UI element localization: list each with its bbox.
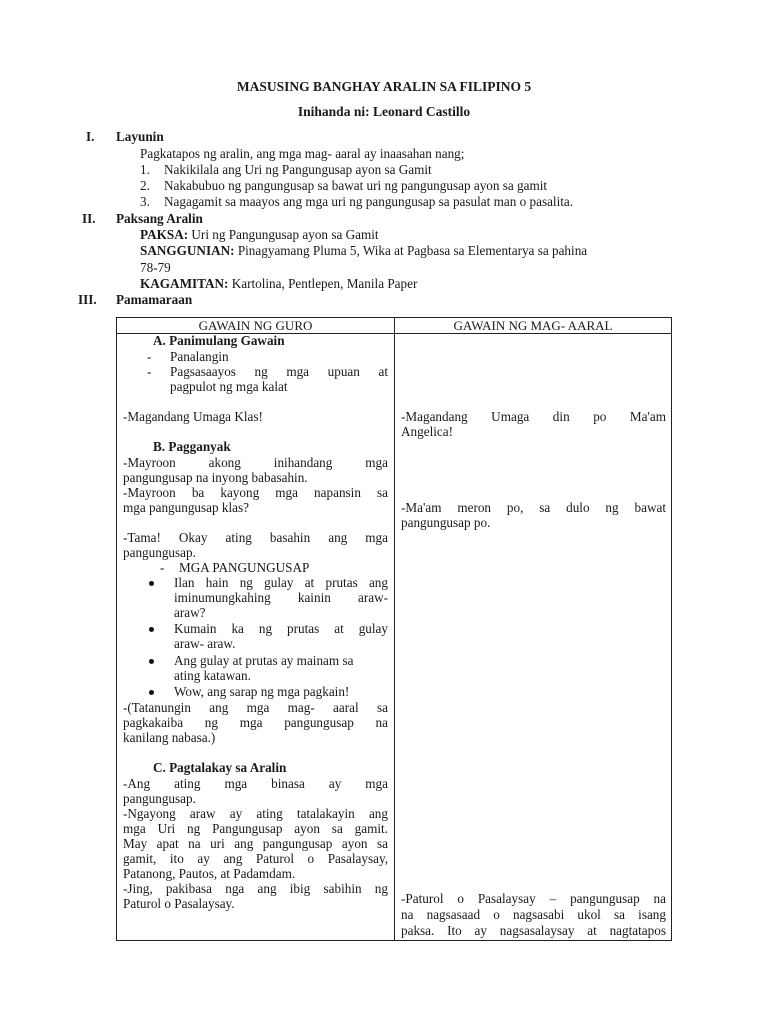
c-line: May apat na uri ang pangungusap ayon sa xyxy=(123,836,388,851)
tama-line: pangungusap. xyxy=(123,545,196,560)
student-answer-cont: pangungusap po. xyxy=(401,515,491,530)
sentence-item: Kumain ka ng prutas at gulay xyxy=(174,621,388,636)
table-column-divider xyxy=(394,317,395,941)
author-line: Inihanda ni: Leonard Castillo xyxy=(297,104,471,119)
student-greeting-cont: Angelica! xyxy=(401,424,453,439)
objective-number: 3. xyxy=(140,194,150,209)
bullet-dot xyxy=(149,659,154,664)
section-a-heading: A. Panimulang Gawain xyxy=(153,333,285,348)
student-answer: -Ma'am meron po, sa dulo ng bawat xyxy=(401,500,666,515)
sentence-item-cont: iminumungkahing kainin araw- xyxy=(174,590,388,605)
c-line: Patanong, Pautos, at Padamdam. xyxy=(123,866,296,881)
bullet-dot xyxy=(149,690,154,695)
section-b-heading: B. Pagganyak xyxy=(153,439,231,454)
sanggunian-pages: 78-79 xyxy=(140,260,171,275)
c-line: -Ngayong araw ay ating tatalakayin ang xyxy=(123,806,388,821)
bullet-dot xyxy=(149,627,154,632)
paksa-line xyxy=(140,227,379,243)
sanggunian-label: SANGGUNIAN: xyxy=(140,243,235,258)
c-line: -Ang ating mga binasa ay mga xyxy=(123,776,388,791)
paturol-definition: paksa. Ito ay nagsasalaysay at nagtatapos xyxy=(401,923,666,938)
sentence-item-cont: ating katawan. xyxy=(174,668,251,683)
sanggunian-line xyxy=(140,243,587,259)
c-line: mga Uri ng Pangungusap ayon sa gamit. xyxy=(123,821,388,836)
mga-pangungusap-label: MGA PANGUNGUSAP xyxy=(179,560,310,575)
teacher-greeting: -Magandang Umaga Klas! xyxy=(123,409,263,424)
tatanungin-line: -(Tatanungin ang mga mag- aaral sa xyxy=(123,700,388,715)
paturol-definition: -Paturol o Pasalaysay – pangungusap na xyxy=(401,891,666,906)
column-header-aaral: GAWAIN NG MAG- AARAL xyxy=(453,318,613,333)
c-line: pangungusap. xyxy=(123,791,196,806)
column-header-guro: GAWAIN NG GURO xyxy=(198,318,313,333)
section-3-number: III. xyxy=(78,292,97,307)
dash-marker: - xyxy=(147,364,152,379)
objectives-intro: Pagkatapos ng aralin, ang mga mag- aaral ay inaasahan nang; xyxy=(140,146,465,161)
sentence-item-cont: araw- araw. xyxy=(174,636,236,651)
paksa-label: PAKSA: xyxy=(140,227,189,242)
kagamitan-line xyxy=(140,276,417,292)
dash-marker: - xyxy=(160,560,165,575)
objective-item: Nakabubuo ng pangungusap sa bawat uri ng pangungusap ayon sa gamit xyxy=(164,178,548,193)
section-2-number: II. xyxy=(82,211,96,226)
b-line: -Mayroon akong inihandang mga xyxy=(123,455,388,470)
b-line: mga pangungusap klas? xyxy=(123,500,249,515)
c-line: Paturol o Pasalaysay. xyxy=(123,896,235,911)
sanggunian-value: Pinagyamang Pluma 5, Wika at Pagbasa sa Elementarya sa pahina xyxy=(237,243,588,258)
sentence-item-cont: araw? xyxy=(174,605,206,620)
b-line: -Mayroon ba kayong mga napansin sa xyxy=(123,485,388,500)
document-title: MASUSING BANGHAY ARALIN SA FILIPINO 5 xyxy=(236,79,532,94)
tama-line: -Tama! Okay ating basahin ang mga xyxy=(123,530,388,545)
student-greeting: -Magandang Umaga din po Ma'am xyxy=(401,409,666,424)
kagamitan-label: KAGAMITAN: xyxy=(140,276,229,291)
c-line: -Jing, pakibasa nga ang ibig sabihin ng xyxy=(123,881,388,896)
section-c-heading: C. Pagtalakay sa Aralin xyxy=(153,760,287,775)
tatanungin-line: kanilang nabasa.) xyxy=(123,730,216,745)
b-line: pangungusap na inyong babasahin. xyxy=(123,470,308,485)
sentence-item: Ilan hain ng gulay at prutas ang xyxy=(174,575,388,590)
dash-marker: - xyxy=(147,349,152,364)
sentence-item: Wow, ang sarap ng mga pagkain! xyxy=(174,684,350,699)
c-line: gamit, ito ay ang Paturol o Pasalaysay, xyxy=(123,851,388,866)
section-2-heading: Paksang Aralin xyxy=(116,211,203,226)
a-item: Pagsasaayos ng mga upuan at xyxy=(170,364,388,379)
section-1-number: I. xyxy=(86,129,95,144)
tatanungin-line: pagkakaiba ng mga pangungusap na xyxy=(123,715,388,730)
objective-item: Nakikilala ang Uri ng Pangungusap ayon sa Gamit xyxy=(164,162,432,177)
section-1-heading: Layunin xyxy=(116,129,164,144)
section-3-heading: Pamamaraan xyxy=(116,292,193,307)
objective-number: 2. xyxy=(140,178,150,193)
a-item: Panalangin xyxy=(170,349,229,364)
paturol-definition: na nagsasaad o nagsasabi ukol sa isang xyxy=(401,907,666,922)
sentence-item: Ang gulay at prutas ay mainam sa xyxy=(174,653,354,668)
objective-item: Nagagamit sa maayos ang mga uri ng pangungusap sa pasulat man o pasalita. xyxy=(164,194,574,209)
a-item-cont: pagpulot ng mga kalat xyxy=(170,379,288,394)
objective-number: 1. xyxy=(140,162,150,177)
bullet-dot xyxy=(149,581,154,586)
paksa-value: Uri ng Pangungusap ayon sa Gamit xyxy=(191,227,379,242)
kagamitan-value: Kartolina, Pentlepen, Manila Paper xyxy=(231,276,418,291)
